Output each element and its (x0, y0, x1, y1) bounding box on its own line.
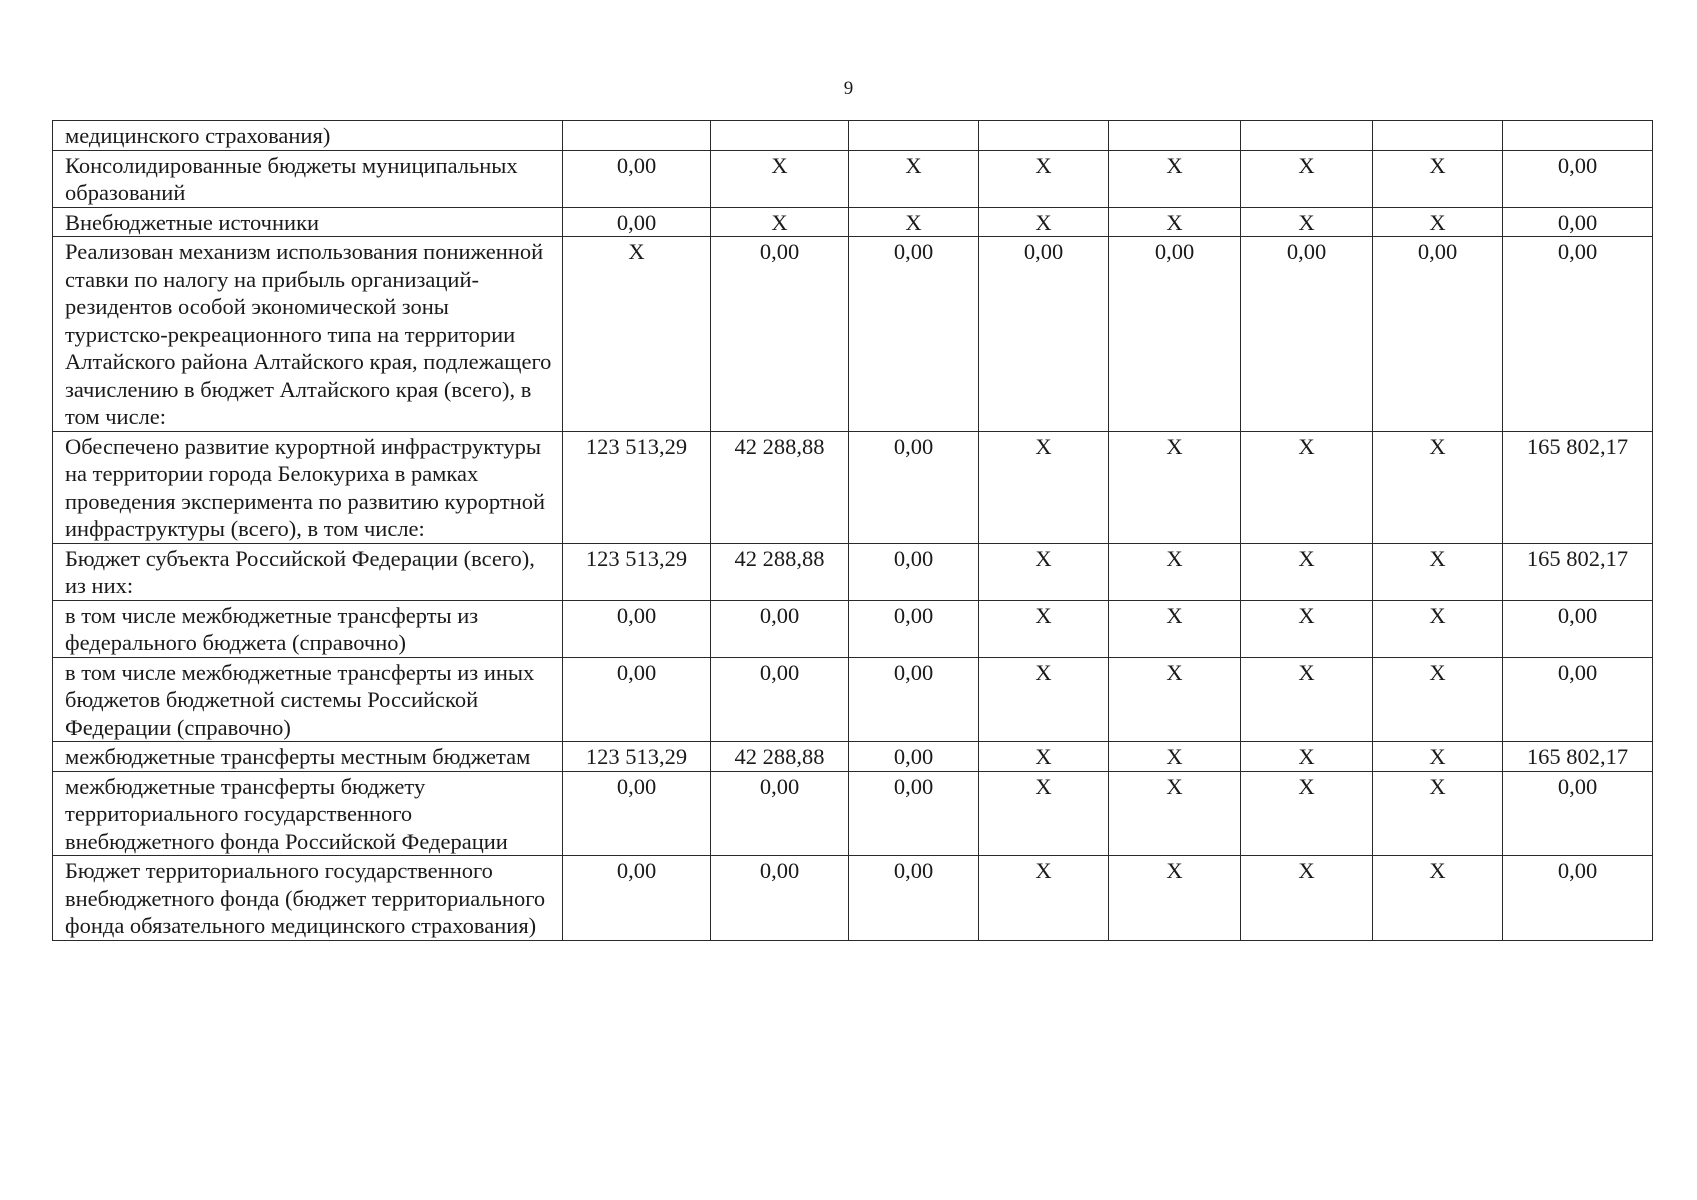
value-cell (711, 121, 849, 151)
value-cell: 0,00 (1503, 237, 1653, 432)
value-cell: 0,00 (849, 600, 979, 657)
row-label: в том числе межбюджетные трансферты из иных бюджетов бюджетной системы Российской Федерации (справочно) (53, 657, 563, 742)
value-cell: X (1241, 856, 1373, 941)
value-cell: 0,00 (979, 237, 1109, 432)
value-cell: X (1241, 771, 1373, 856)
table-row (53, 431, 1653, 543)
value-cell: 123 513,29 (563, 543, 711, 600)
value-cell: 0,00 (711, 600, 849, 657)
value-cell: 0,00 (849, 431, 979, 543)
value-cell: X (1373, 543, 1503, 600)
value-cell: X (1109, 207, 1241, 237)
value-cell: 123 513,29 (563, 431, 711, 543)
value-cell: X (1373, 150, 1503, 207)
value-cell: 0,00 (849, 657, 979, 742)
value-cell: X (979, 207, 1109, 237)
value-cell: X (1373, 431, 1503, 543)
row-label: Обеспечено развитие курортной инфраструктуры на территории города Белокуриха в рамках проведения эксперимента по развитию курортной инфраструктуры (всего), в том числе: (53, 431, 563, 543)
row-label: Внебюджетные источники (53, 207, 563, 237)
value-cell: 0,00 (849, 856, 979, 941)
value-cell: 123 513,29 (563, 742, 711, 772)
value-cell (1503, 121, 1653, 151)
value-cell: 0,00 (849, 742, 979, 772)
row-label: Бюджет территориального государственного внебюджетного фонда (бюджет территориального фонда обязательного медицинского страхования) (53, 856, 563, 941)
value-cell: X (1373, 657, 1503, 742)
value-cell: X (1109, 771, 1241, 856)
value-cell: X (1109, 600, 1241, 657)
value-cell: 0,00 (849, 543, 979, 600)
value-cell: X (979, 600, 1109, 657)
value-cell (563, 121, 711, 151)
value-cell: X (563, 237, 711, 432)
value-cell: 42 288,88 (711, 742, 849, 772)
value-cell: 0,00 (1503, 856, 1653, 941)
value-cell: X (1109, 543, 1241, 600)
row-label: межбюджетные трансферты местным бюджетам (53, 742, 563, 772)
value-cell: X (711, 207, 849, 237)
value-cell: 0,00 (563, 657, 711, 742)
value-cell: X (1241, 207, 1373, 237)
row-label: Бюджет субъекта Российской Федерации (всего), из них: (53, 543, 563, 600)
table-row (53, 543, 1653, 600)
value-cell: X (979, 742, 1109, 772)
table-row (53, 121, 1653, 151)
value-cell: 0,00 (711, 771, 849, 856)
value-cell: X (1109, 856, 1241, 941)
value-cell: X (1241, 543, 1373, 600)
value-cell: 165 802,17 (1503, 431, 1653, 543)
value-cell (979, 121, 1109, 151)
value-cell: X (979, 431, 1109, 543)
value-cell: 0,00 (563, 856, 711, 941)
value-cell: 0,00 (849, 771, 979, 856)
row-label: Реализован механизм использования пониженной ставки по налогу на прибыль организаций-резидентов особой экономической зоны туристско-рекреационного типа на территории Алтайского района Алтайского края, подлежащего зачислению в бюджет Алтайского края (всего), в том числе: (53, 237, 563, 432)
value-cell: 0,00 (563, 207, 711, 237)
table-body (53, 121, 1653, 941)
value-cell: X (1373, 207, 1503, 237)
value-cell: X (979, 771, 1109, 856)
value-cell (1241, 121, 1373, 151)
value-cell: X (1241, 150, 1373, 207)
value-cell: X (1109, 431, 1241, 543)
value-cell: X (979, 150, 1109, 207)
page-number: 9 (843, 78, 854, 99)
table-row (53, 856, 1653, 941)
value-cell: X (1373, 771, 1503, 856)
value-cell: X (849, 150, 979, 207)
table-row (53, 742, 1653, 772)
value-cell: 0,00 (563, 600, 711, 657)
value-cell (1109, 121, 1241, 151)
value-cell: 42 288,88 (711, 431, 849, 543)
budget-table (52, 120, 1653, 941)
value-cell: X (1241, 431, 1373, 543)
row-label: медицинского страхования) (53, 121, 563, 151)
value-cell: 0,00 (1109, 237, 1241, 432)
value-cell: X (1241, 742, 1373, 772)
value-cell: 165 802,17 (1503, 742, 1653, 772)
value-cell: X (979, 543, 1109, 600)
table-row (53, 600, 1653, 657)
value-cell: X (1109, 150, 1241, 207)
value-cell: X (849, 207, 979, 237)
value-cell: X (711, 150, 849, 207)
row-label: Консолидированные бюджеты муниципальных образований (53, 150, 563, 207)
value-cell: 0,00 (563, 771, 711, 856)
value-cell: 0,00 (711, 237, 849, 432)
value-cell: 0,00 (1241, 237, 1373, 432)
value-cell: X (1373, 742, 1503, 772)
table-row (53, 207, 1653, 237)
value-cell: X (1373, 856, 1503, 941)
table-row (53, 237, 1653, 432)
value-cell: 0,00 (1503, 771, 1653, 856)
value-cell: 0,00 (1373, 237, 1503, 432)
row-label: межбюджетные трансферты бюджету территориального государственного внебюджетного фонда Российской Федерации (53, 771, 563, 856)
value-cell (1373, 121, 1503, 151)
table-row (53, 771, 1653, 856)
value-cell: 165 802,17 (1503, 543, 1653, 600)
value-cell: 0,00 (1503, 207, 1653, 237)
value-cell: 0,00 (1503, 657, 1653, 742)
value-cell: 0,00 (711, 856, 849, 941)
value-cell: X (979, 657, 1109, 742)
value-cell: 42 288,88 (711, 543, 849, 600)
value-cell: X (1241, 600, 1373, 657)
value-cell: X (1109, 742, 1241, 772)
value-cell: X (1109, 657, 1241, 742)
value-cell: X (979, 856, 1109, 941)
value-cell: 0,00 (711, 657, 849, 742)
value-cell: 0,00 (1503, 600, 1653, 657)
table-row (53, 150, 1653, 207)
value-cell (849, 121, 979, 151)
value-cell: X (1241, 657, 1373, 742)
value-cell: X (1373, 600, 1503, 657)
table-row (53, 657, 1653, 742)
value-cell: 0,00 (849, 237, 979, 432)
value-cell: 0,00 (563, 150, 711, 207)
value-cell: 0,00 (1503, 150, 1653, 207)
row-label: в том числе межбюджетные трансферты из федерального бюджета (справочно) (53, 600, 563, 657)
